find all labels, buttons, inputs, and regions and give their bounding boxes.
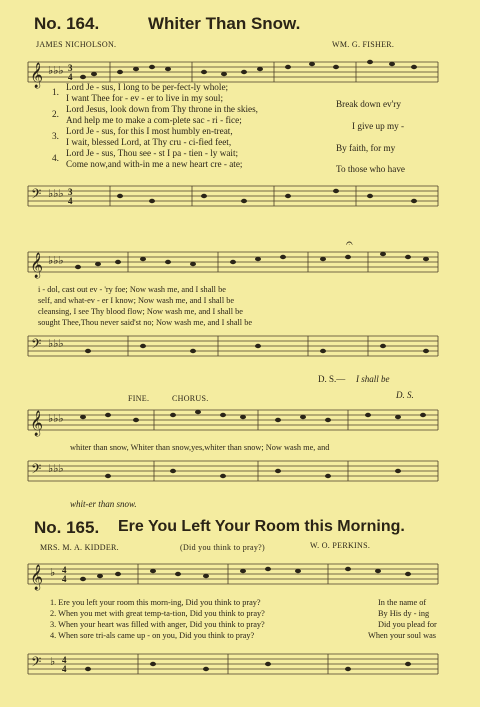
system2-verse-3: cleansing, I see Thy blood flow; Now wash me, and I shall be	[38, 307, 243, 316]
svg-text:𝄢: 𝄢	[31, 463, 42, 480]
hymn-164-composer: WM. G. FISHER.	[332, 40, 395, 49]
verse-2-line-1: Lord Jesus, look down from Thy throne in the skies,	[66, 104, 258, 114]
svg-text:3: 3	[68, 187, 73, 197]
hymn-164-title: Whiter Than Snow.	[148, 14, 301, 33]
hymn165-verse-1-continuation: In the name of	[378, 598, 427, 607]
hymn-164-lyricist: JAMES NICHOLSON.	[36, 40, 117, 49]
svg-text:♭: ♭	[50, 567, 56, 579]
system1-bass-staff	[28, 180, 448, 216]
svg-text:♭♭♭: ♭♭♭	[48, 413, 64, 425]
svg-text:3: 3	[68, 63, 73, 73]
system3-bass-staff	[28, 455, 448, 491]
hymn-165-lyricist: MRS. M. A. KIDDER.	[40, 543, 119, 552]
chorus-ending: whit-er than snow.	[70, 499, 137, 509]
hymn-165-note: (Did you think to pray?)	[180, 543, 265, 552]
hymn165-verse-3: 3. When your heart was filled with anger, Did you think to pray?	[50, 620, 265, 629]
svg-text:𝄢: 𝄢	[31, 188, 42, 205]
fermata-mark: 𝄐	[346, 236, 353, 250]
hymn165-verse-1: 1. Ere you left your room this morn-ing, Did you think to pray?	[50, 598, 261, 607]
fine-label: FINE.	[128, 394, 150, 403]
svg-text:♭♭♭: ♭♭♭	[48, 65, 64, 77]
hymn165-treble-staff	[28, 556, 448, 596]
system2-verse-2: self, and what-ev - er I know; Now wash me, and I shall be	[38, 296, 235, 305]
verse-4-line-2: Come now,and with-in me a new heart cre - ate;	[66, 159, 243, 169]
svg-text:4: 4	[62, 574, 67, 584]
verse-4-line-1: Lord Je - sus, Thou see - st I pa - tien - ly wait;	[66, 148, 239, 158]
hymn165-verse-4-continuation: When your soul was	[368, 631, 436, 640]
hymn165-verse-2-continuation: By His dy - ing	[378, 609, 430, 618]
hymn165-verse-2: 2. When you met with great temp-ta-tion, Did you think to pray?	[50, 609, 265, 618]
svg-text:4: 4	[68, 196, 73, 206]
system2-treble-staff	[28, 244, 448, 286]
svg-text:𝄞: 𝄞	[30, 62, 44, 87]
svg-text:4: 4	[62, 664, 67, 674]
svg-text:𝄢: 𝄢	[31, 656, 42, 673]
chorus-lyrics: whiter than snow, Whiter than snow,yes,whiter than snow; Now wash me, and	[70, 443, 330, 452]
svg-text:♭♭♭: ♭♭♭	[48, 463, 64, 475]
svg-text:4: 4	[62, 565, 67, 575]
svg-text:♭♭♭: ♭♭♭	[48, 338, 64, 350]
ds-line-label: D. S.—	[318, 374, 346, 384]
verse-1-line-1: Lord Je - sus, I long to be per-fect-ly whole;	[66, 82, 229, 92]
chorus-label: CHORUS.	[172, 394, 209, 403]
verse-2-line-2: And help me to make a com-plete sac - ri - fice;	[66, 115, 242, 125]
verse-1-continuation: Break down ev'ry	[336, 99, 401, 109]
svg-text:4: 4	[62, 655, 67, 665]
svg-text:𝄞: 𝄞	[30, 410, 44, 435]
hymn165-verse-3-continuation: Did you plead for	[378, 620, 437, 629]
hymn-164-number: No. 164.	[34, 14, 100, 33]
verse-3-line-2: I wait, blessed Lord, at Thy cru - ci-fied feet,	[66, 137, 232, 147]
system2-bass-staff	[28, 330, 448, 366]
verse-3-line-1: Lord Je - sus, for this I most humbly en-treat,	[66, 126, 233, 136]
svg-text:4: 4	[68, 72, 73, 82]
verse-number: 1.	[52, 88, 59, 98]
verse-number: 3.	[52, 132, 59, 142]
system2-verse-4: sought Thee,Thou never said'st no; Now wash me, and I shall be	[38, 318, 253, 327]
verse-1-line-2: I want Thee for - ev - er to live in my soul;	[66, 93, 223, 103]
verse-number: 4.	[52, 154, 59, 164]
system2-verse-1: i - dol, cast out ev - 'ry foe; Now wash me, and I shall be	[38, 285, 226, 294]
svg-text:♭♭♭: ♭♭♭	[48, 255, 64, 267]
hymn-165-number: No. 165.	[34, 518, 100, 537]
hymn-165-title: Ere You Left Your Room this Morning.	[118, 518, 405, 535]
svg-text:𝄢: 𝄢	[31, 338, 42, 355]
svg-text:♭: ♭	[50, 656, 56, 668]
hymn165-verse-4: 4. When sore tri-als came up - on you, Did you think to pray?	[50, 631, 255, 640]
hymn165-bass-staff	[28, 648, 448, 684]
ds-label: D. S.	[396, 390, 414, 400]
verse-4-continuation: To those who have	[336, 164, 406, 174]
verse-3-continuation: By faith, for my	[336, 143, 396, 153]
ds-line-text: I shall be	[356, 374, 390, 384]
hymn-165-composer: W. O. PERKINS.	[310, 541, 371, 550]
svg-text:♭♭♭: ♭♭♭	[48, 188, 64, 200]
svg-text:𝄞: 𝄞	[30, 564, 44, 589]
verse-number: 2.	[52, 110, 59, 120]
verse-2-continuation: I give up my -	[352, 121, 405, 131]
svg-text:𝄞: 𝄞	[30, 252, 44, 277]
system3-treble-staff	[28, 402, 448, 442]
